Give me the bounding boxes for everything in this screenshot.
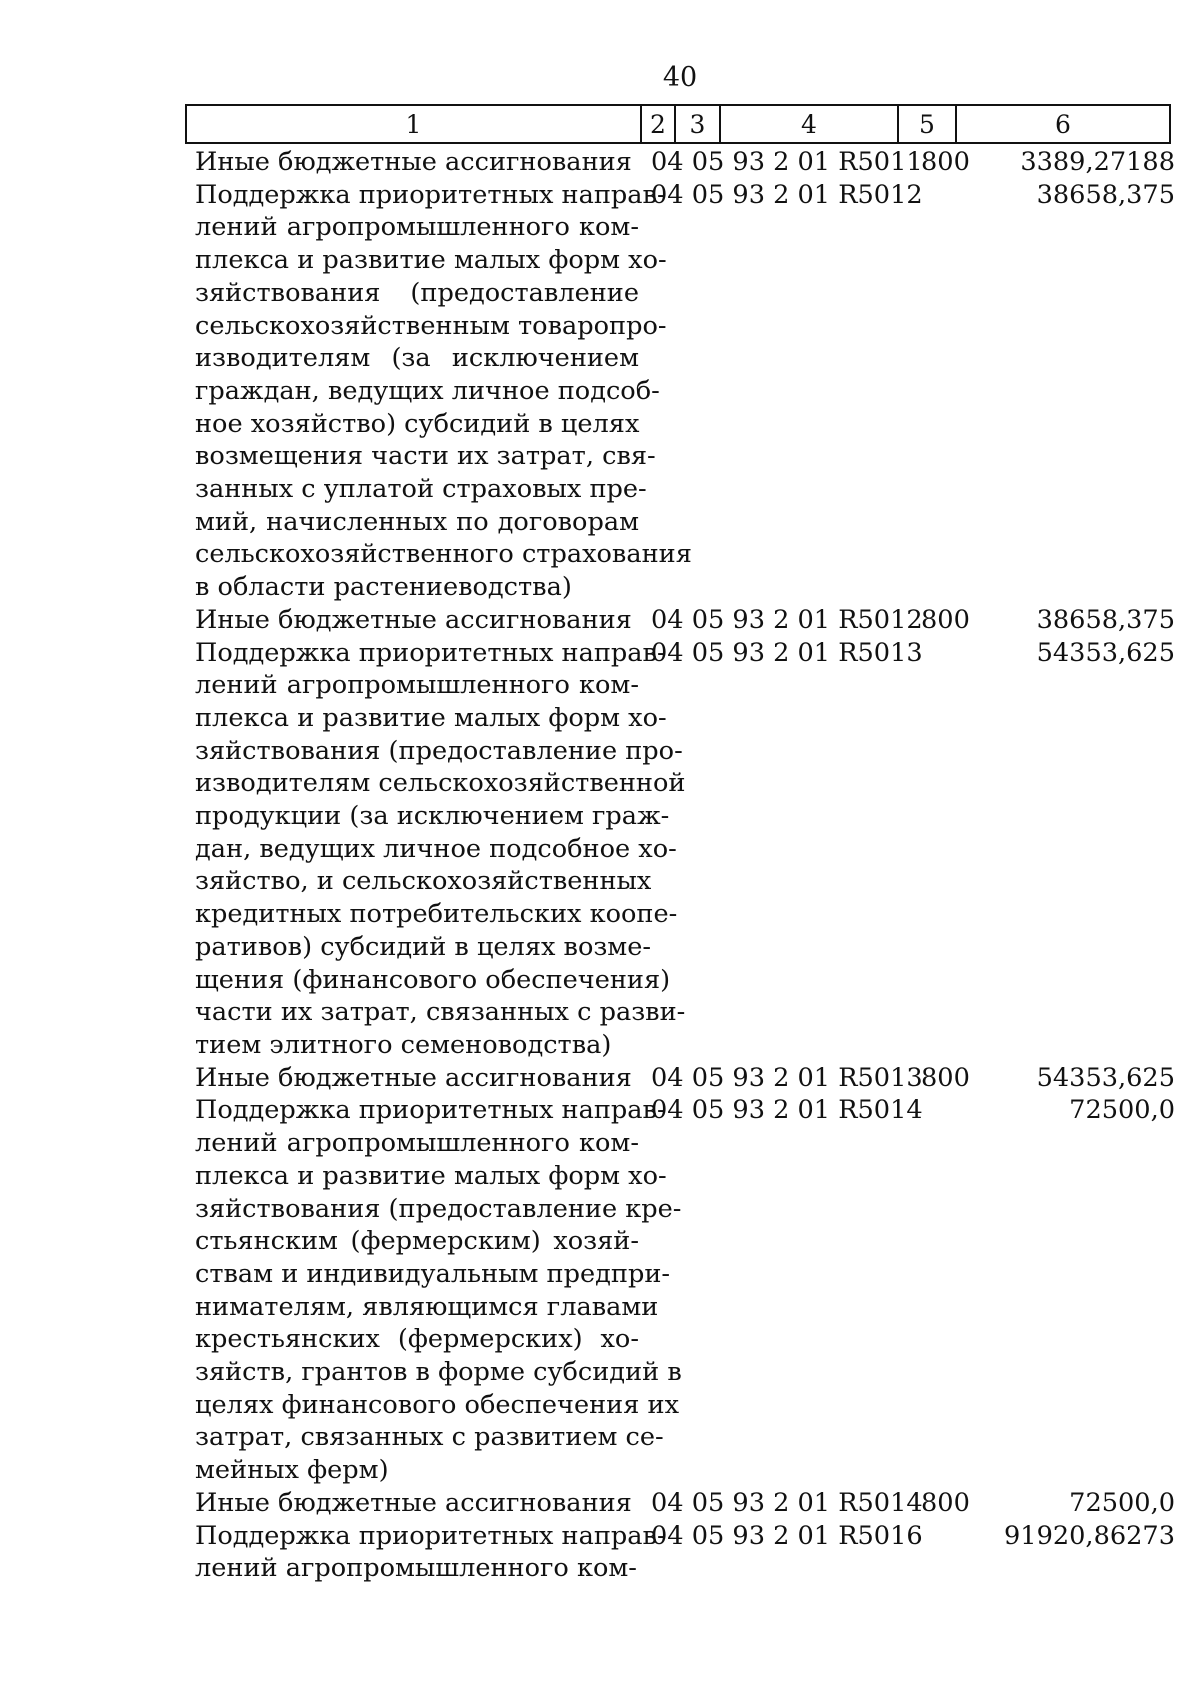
description-line: возмещения части их затрат, свя- xyxy=(195,441,656,472)
amount: 91920,86273 xyxy=(1004,1520,1175,1551)
description-line: кредитных потребительских коопе- xyxy=(195,899,678,930)
description-line: дан, ведущих личное подсобное хо- xyxy=(195,833,677,864)
header-col-6: 6 xyxy=(1055,109,1071,139)
expense-type: 800 xyxy=(921,147,970,177)
expense-type: 800 xyxy=(921,604,970,635)
budget-code: 04 05 93 2 01 R5014 xyxy=(651,1095,923,1126)
table-row xyxy=(195,1520,1195,1585)
description-line: Иные бюджетные ассигнования xyxy=(195,1062,632,1093)
header-col-4: 4 xyxy=(721,106,899,142)
description-line: Иные бюджетные ассигнования xyxy=(195,147,632,177)
row-description xyxy=(195,604,639,637)
table-row xyxy=(195,146,1195,179)
description-line: мейных ферм) xyxy=(195,1455,389,1486)
description-line: лений агропромышленного ком- xyxy=(195,1128,639,1159)
description-line: нимателям, являющимся главами xyxy=(195,1291,659,1322)
description-line: плекса и развитие малых форм хо- xyxy=(195,1160,667,1191)
description-line: Поддержка приоритетных направ- xyxy=(195,179,666,210)
amount: 54353,625 xyxy=(1036,1062,1175,1093)
description-line: зяйствования (предоставление про- xyxy=(195,735,683,766)
table-header xyxy=(185,104,1171,144)
amount: 54353,625 xyxy=(1036,637,1175,668)
description-line: затрат, связанных с развитием се- xyxy=(195,1422,664,1453)
description-line: в области растениеводства) xyxy=(195,572,572,603)
row-description xyxy=(195,146,639,179)
table-row xyxy=(195,637,1195,1062)
amount: 3389,27188 xyxy=(1020,147,1175,177)
table-row xyxy=(195,604,1195,637)
description-line: тием элитного семеноводства) xyxy=(195,1029,612,1060)
row-description xyxy=(195,179,692,604)
description-line: зяйств, грантов в форме субсидий в xyxy=(195,1357,682,1388)
description-line: граждан, ведущих личное подсоб- xyxy=(195,375,660,406)
description-line: зяйствования (предоставление кре- xyxy=(195,1193,682,1224)
description-line: ствам и индивидуальным предпри- xyxy=(195,1258,671,1289)
table-row xyxy=(195,1094,1195,1486)
description-line: ративов) субсидий в целях возме- xyxy=(195,931,652,962)
row-description xyxy=(195,1520,666,1585)
description-line: лений агропромышленного ком- xyxy=(195,670,639,701)
description-line: целях финансового обеспечения их xyxy=(195,1389,680,1420)
description-line: лений агропромышленного ком- xyxy=(195,212,639,243)
budget-code: 04 05 93 2 01 R5011 xyxy=(651,147,923,177)
table-row xyxy=(195,1062,1195,1095)
description-line: плекса и развитие малых форм хо- xyxy=(195,245,667,276)
description-line: изводителям сельскохозяйственной xyxy=(195,768,686,799)
budget-code: 04 05 93 2 01 R5012 xyxy=(651,179,923,210)
budget-code: 04 05 93 2 01 R5014 xyxy=(651,1487,923,1518)
description-line: Поддержка приоритетных направ- xyxy=(195,637,666,668)
description-line: продукции (за исключением граж- xyxy=(195,801,670,832)
description-line: зяйствования (предоставление xyxy=(195,277,639,308)
amount: 38658,375 xyxy=(1036,179,1175,210)
expense-type: 800 xyxy=(921,1487,970,1518)
row-description xyxy=(195,1487,639,1520)
page-number: 40 xyxy=(662,62,698,93)
header-col-1: 1 xyxy=(187,106,642,142)
description-line: сельскохозяйственным товаропро- xyxy=(195,310,667,341)
description-line: щения (финансового обеспечения) xyxy=(195,964,671,995)
description-line: плекса и развитие малых форм хо- xyxy=(195,702,667,733)
header-col-2: 2 xyxy=(642,106,676,142)
row-description xyxy=(195,1094,682,1486)
description-line: Поддержка приоритетных направ- xyxy=(195,1520,666,1551)
description-line: Иные бюджетные ассигнования xyxy=(195,1487,632,1518)
header-col-3: 3 xyxy=(676,106,721,142)
description-line: сельскохозяйственного страхования xyxy=(195,539,692,570)
description-line: Иные бюджетные ассигнования xyxy=(195,604,632,635)
description-line: стьянским (фермерским) хозяй- xyxy=(195,1226,639,1257)
header-col-5: 5 xyxy=(899,106,957,142)
description-line: крестьянских (фермерских) хо- xyxy=(195,1324,639,1355)
amount: 38658,375 xyxy=(1036,604,1175,635)
description-line: изводителям (за исключением xyxy=(195,343,639,374)
description-line: занных с уплатой страховых пре- xyxy=(195,474,647,505)
budget-code: 04 05 93 2 01 R5013 xyxy=(651,637,923,668)
amount: 72500,0 xyxy=(1069,1095,1175,1126)
description-line: мий, начисленных по договорам xyxy=(195,506,639,537)
row-description xyxy=(195,637,686,1062)
table-row xyxy=(195,1487,1195,1520)
table-row xyxy=(195,179,1195,604)
row-description xyxy=(195,1062,639,1095)
amount: 72500,0 xyxy=(1069,1487,1175,1518)
description-line: лений агропромышленного ком- xyxy=(195,1553,637,1584)
table-body xyxy=(195,146,1195,1585)
description-line: зяйство, и сельскохозяйственных xyxy=(195,866,652,897)
budget-code: 04 05 93 2 01 R5013 xyxy=(651,1062,923,1093)
budget-code: 04 05 93 2 01 R5016 xyxy=(651,1520,923,1551)
expense-type: 800 xyxy=(921,1062,970,1093)
description-line: Поддержка приоритетных направ- xyxy=(195,1095,666,1126)
description-line: части их затрат, связанных с разви- xyxy=(195,997,686,1028)
description-line: ное хозяйство) субсидий в целях xyxy=(195,408,640,439)
budget-code: 04 05 93 2 01 R5012 xyxy=(651,604,923,635)
